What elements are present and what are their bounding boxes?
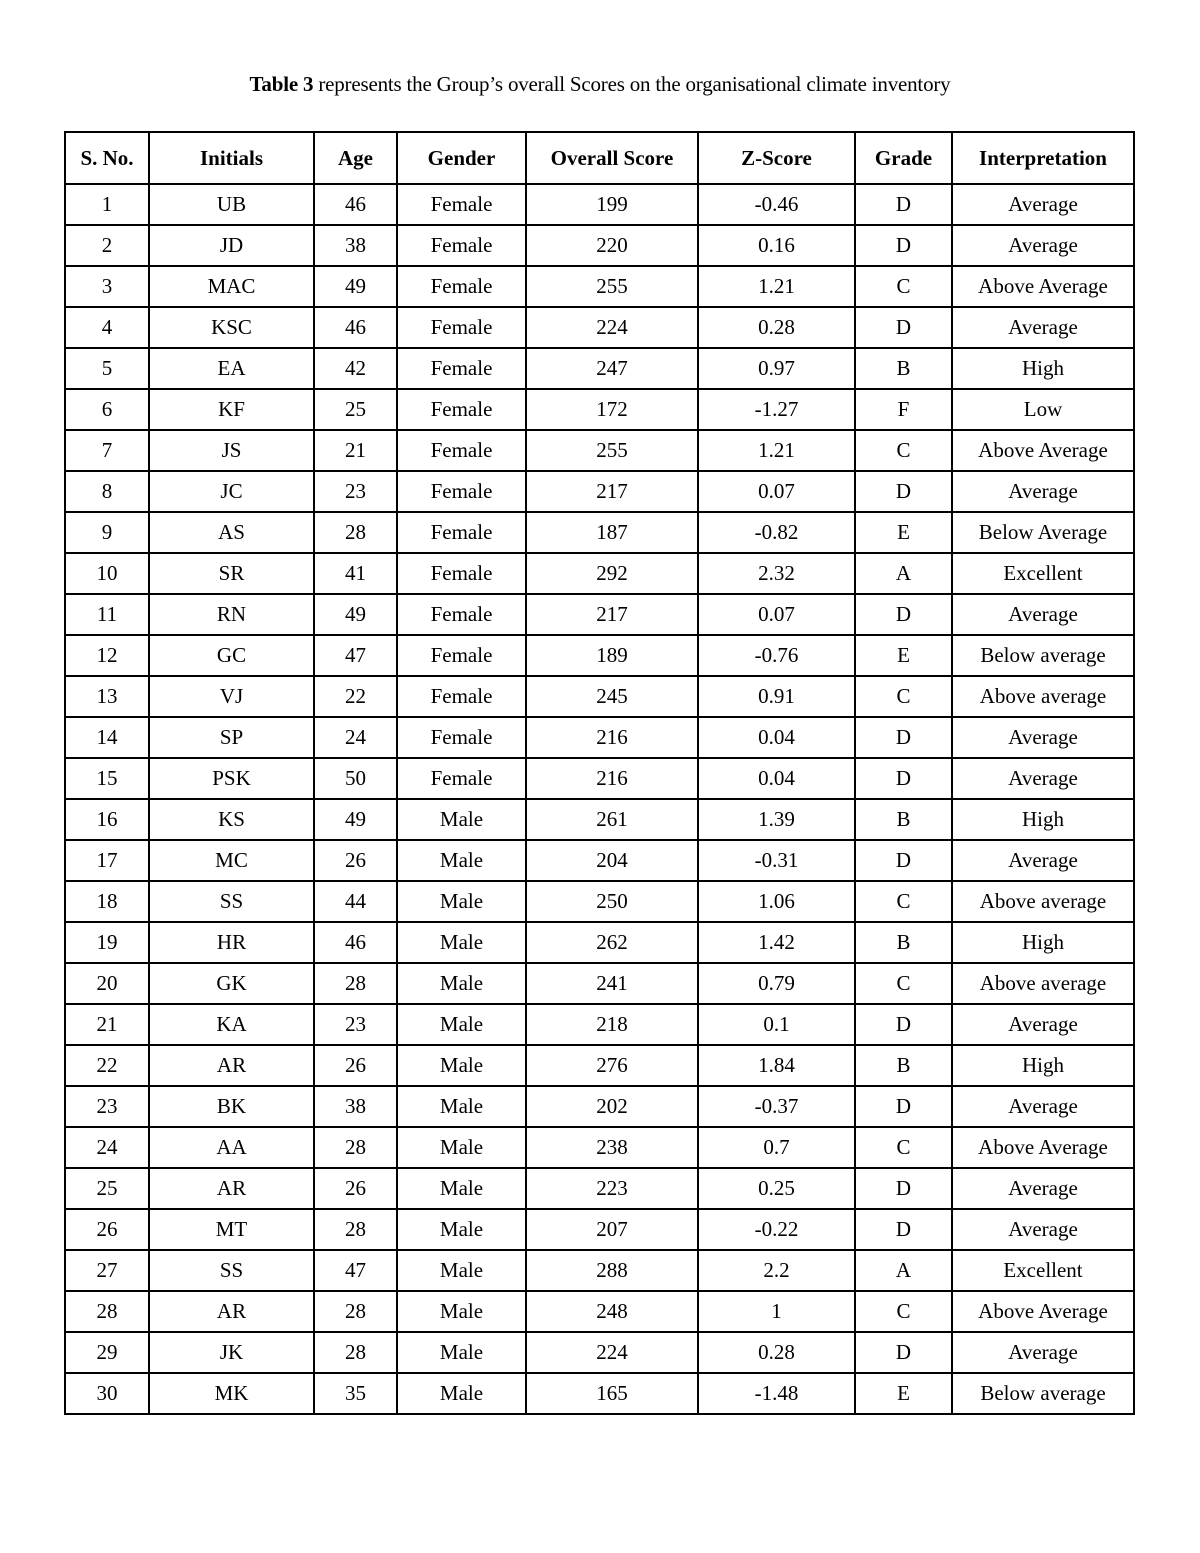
table-row — [65, 1004, 1134, 1045]
cell-gender: Female — [397, 512, 526, 553]
table-row — [65, 635, 1134, 676]
cell-sno: 10 — [65, 553, 149, 594]
table-header — [65, 132, 1134, 184]
cell-interpretation: Average — [952, 471, 1134, 512]
cell-overall-score: 199 — [526, 184, 698, 225]
cell-interpretation: Excellent — [952, 553, 1134, 594]
cell-initials: SS — [149, 881, 314, 922]
cell-grade: C — [855, 1291, 952, 1332]
cell-age: 28 — [314, 1127, 397, 1168]
table-row — [65, 471, 1134, 512]
cell-grade: C — [855, 1127, 952, 1168]
cell-overall-score: 172 — [526, 389, 698, 430]
cell-age: 49 — [314, 266, 397, 307]
cell-overall-score: 255 — [526, 430, 698, 471]
cell-age: 28 — [314, 963, 397, 1004]
cell-z-score: -0.76 — [698, 635, 855, 676]
cell-overall-score: 261 — [526, 799, 698, 840]
table-row — [65, 1373, 1134, 1414]
cell-age: 28 — [314, 1209, 397, 1250]
cell-initials: MAC — [149, 266, 314, 307]
header-grade: Grade — [855, 132, 952, 184]
cell-initials: AR — [149, 1045, 314, 1086]
cell-gender: Male — [397, 1086, 526, 1127]
cell-gender: Female — [397, 717, 526, 758]
cell-age: 35 — [314, 1373, 397, 1414]
table-row — [65, 758, 1134, 799]
cell-z-score: 0.07 — [698, 471, 855, 512]
cell-initials: KA — [149, 1004, 314, 1045]
cell-interpretation: High — [952, 922, 1134, 963]
cell-grade: E — [855, 512, 952, 553]
cell-gender: Male — [397, 881, 526, 922]
cell-overall-score: 216 — [526, 758, 698, 799]
cell-sno: 26 — [65, 1209, 149, 1250]
table-row — [65, 512, 1134, 553]
cell-initials: AA — [149, 1127, 314, 1168]
cell-overall-score: 247 — [526, 348, 698, 389]
cell-initials: GC — [149, 635, 314, 676]
cell-z-score: 0.07 — [698, 594, 855, 635]
table-row — [65, 430, 1134, 471]
cell-gender: Male — [397, 1291, 526, 1332]
cell-z-score: 0.1 — [698, 1004, 855, 1045]
cell-sno: 9 — [65, 512, 149, 553]
table-row — [65, 799, 1134, 840]
cell-gender: Male — [397, 1127, 526, 1168]
scores-table — [64, 131, 1135, 1415]
cell-interpretation: Average — [952, 1004, 1134, 1045]
cell-initials: JD — [149, 225, 314, 266]
cell-grade: D — [855, 471, 952, 512]
cell-grade: D — [855, 1086, 952, 1127]
header-gender: Gender — [397, 132, 526, 184]
cell-z-score: 0.16 — [698, 225, 855, 266]
cell-sno: 17 — [65, 840, 149, 881]
cell-z-score: -0.22 — [698, 1209, 855, 1250]
cell-sno: 14 — [65, 717, 149, 758]
cell-age: 28 — [314, 1291, 397, 1332]
table-row — [65, 389, 1134, 430]
cell-z-score: -1.27 — [698, 389, 855, 430]
cell-sno: 8 — [65, 471, 149, 512]
cell-gender: Male — [397, 1209, 526, 1250]
cell-sno: 6 — [65, 389, 149, 430]
header-row — [65, 132, 1134, 184]
cell-age: 22 — [314, 676, 397, 717]
cell-overall-score: 276 — [526, 1045, 698, 1086]
header-z-score: Z-Score — [698, 132, 855, 184]
cell-initials: JC — [149, 471, 314, 512]
header-sno: S. No. — [65, 132, 149, 184]
cell-age: 50 — [314, 758, 397, 799]
cell-grade: A — [855, 553, 952, 594]
cell-sno: 29 — [65, 1332, 149, 1373]
cell-sno: 1 — [65, 184, 149, 225]
cell-grade: D — [855, 1168, 952, 1209]
cell-sno: 18 — [65, 881, 149, 922]
cell-overall-score: 217 — [526, 471, 698, 512]
cell-grade: D — [855, 1209, 952, 1250]
cell-grade: E — [855, 635, 952, 676]
cell-gender: Male — [397, 922, 526, 963]
cell-interpretation: Excellent — [952, 1250, 1134, 1291]
cell-grade: C — [855, 676, 952, 717]
table-row — [65, 1127, 1134, 1168]
cell-z-score: 2.32 — [698, 553, 855, 594]
header-overall-score: Overall Score — [526, 132, 698, 184]
cell-initials: MT — [149, 1209, 314, 1250]
cell-interpretation: Above average — [952, 881, 1134, 922]
cell-interpretation: Above Average — [952, 430, 1134, 471]
table-row — [65, 840, 1134, 881]
cell-interpretation: Average — [952, 1086, 1134, 1127]
cell-gender: Female — [397, 430, 526, 471]
cell-overall-score: 255 — [526, 266, 698, 307]
cell-gender: Female — [397, 266, 526, 307]
cell-interpretation: High — [952, 1045, 1134, 1086]
cell-interpretation: Above Average — [952, 1127, 1134, 1168]
cell-initials: SR — [149, 553, 314, 594]
table-row — [65, 922, 1134, 963]
header-interpretation: Interpretation — [952, 132, 1134, 184]
cell-z-score: 1.39 — [698, 799, 855, 840]
cell-grade: B — [855, 348, 952, 389]
cell-interpretation: High — [952, 799, 1134, 840]
cell-grade: C — [855, 881, 952, 922]
cell-initials: GK — [149, 963, 314, 1004]
cell-interpretation: Average — [952, 840, 1134, 881]
cell-initials: AS — [149, 512, 314, 553]
cell-gender: Female — [397, 758, 526, 799]
cell-gender: Male — [397, 1045, 526, 1086]
cell-overall-score: 189 — [526, 635, 698, 676]
cell-initials: AR — [149, 1168, 314, 1209]
cell-grade: B — [855, 799, 952, 840]
cell-age: 42 — [314, 348, 397, 389]
cell-z-score: 0.04 — [698, 758, 855, 799]
cell-age: 26 — [314, 840, 397, 881]
table-row — [65, 553, 1134, 594]
cell-gender: Male — [397, 1373, 526, 1414]
cell-z-score: -0.46 — [698, 184, 855, 225]
table-row — [65, 881, 1134, 922]
table-row — [65, 348, 1134, 389]
cell-initials: VJ — [149, 676, 314, 717]
cell-overall-score: 216 — [526, 717, 698, 758]
cell-overall-score: 245 — [526, 676, 698, 717]
cell-age: 23 — [314, 471, 397, 512]
cell-grade: D — [855, 184, 952, 225]
cell-sno: 7 — [65, 430, 149, 471]
cell-gender: Female — [397, 553, 526, 594]
cell-initials: SS — [149, 1250, 314, 1291]
cell-overall-score: 248 — [526, 1291, 698, 1332]
cell-interpretation: Low — [952, 389, 1134, 430]
cell-z-score: -0.37 — [698, 1086, 855, 1127]
cell-overall-score: 288 — [526, 1250, 698, 1291]
cell-initials: KS — [149, 799, 314, 840]
cell-overall-score: 187 — [526, 512, 698, 553]
table-row — [65, 1045, 1134, 1086]
cell-overall-score: 292 — [526, 553, 698, 594]
cell-sno: 13 — [65, 676, 149, 717]
cell-gender: Female — [397, 307, 526, 348]
cell-z-score: 0.28 — [698, 307, 855, 348]
cell-z-score: 1 — [698, 1291, 855, 1332]
cell-age: 21 — [314, 430, 397, 471]
cell-grade: C — [855, 430, 952, 471]
table-row — [65, 1209, 1134, 1250]
cell-interpretation: Above average — [952, 963, 1134, 1004]
cell-overall-score: 250 — [526, 881, 698, 922]
cell-z-score: 0.28 — [698, 1332, 855, 1373]
cell-sno: 3 — [65, 266, 149, 307]
cell-age: 49 — [314, 799, 397, 840]
cell-grade: E — [855, 1373, 952, 1414]
cell-age: 26 — [314, 1168, 397, 1209]
cell-gender: Female — [397, 184, 526, 225]
table-row — [65, 717, 1134, 758]
cell-overall-score: 207 — [526, 1209, 698, 1250]
cell-sno: 11 — [65, 594, 149, 635]
cell-initials: KSC — [149, 307, 314, 348]
cell-interpretation: Average — [952, 758, 1134, 799]
cell-grade: D — [855, 840, 952, 881]
cell-age: 24 — [314, 717, 397, 758]
cell-z-score: -0.82 — [698, 512, 855, 553]
cell-gender: Female — [397, 594, 526, 635]
cell-sno: 30 — [65, 1373, 149, 1414]
cell-age: 46 — [314, 307, 397, 348]
cell-z-score: 0.97 — [698, 348, 855, 389]
cell-gender: Male — [397, 1250, 526, 1291]
cell-z-score: 0.25 — [698, 1168, 855, 1209]
cell-z-score: 0.79 — [698, 963, 855, 1004]
cell-age: 28 — [314, 512, 397, 553]
cell-interpretation: Average — [952, 307, 1134, 348]
cell-initials: HR — [149, 922, 314, 963]
cell-z-score: -0.31 — [698, 840, 855, 881]
cell-interpretation: Above Average — [952, 1291, 1134, 1332]
cell-sno: 12 — [65, 635, 149, 676]
cell-interpretation: Average — [952, 717, 1134, 758]
cell-overall-score: 165 — [526, 1373, 698, 1414]
table-row — [65, 676, 1134, 717]
cell-initials: AR — [149, 1291, 314, 1332]
table-row — [65, 1291, 1134, 1332]
cell-grade: B — [855, 1045, 952, 1086]
cell-z-score: 1.21 — [698, 430, 855, 471]
cell-sno: 5 — [65, 348, 149, 389]
cell-sno: 15 — [65, 758, 149, 799]
cell-z-score: 0.91 — [698, 676, 855, 717]
cell-sno: 20 — [65, 963, 149, 1004]
cell-z-score: 0.04 — [698, 717, 855, 758]
cell-grade: D — [855, 1004, 952, 1045]
cell-grade: D — [855, 225, 952, 266]
cell-grade: D — [855, 758, 952, 799]
cell-grade: B — [855, 922, 952, 963]
cell-age: 23 — [314, 1004, 397, 1045]
cell-grade: C — [855, 266, 952, 307]
table-row — [65, 225, 1134, 266]
cell-z-score: 2.2 — [698, 1250, 855, 1291]
cell-gender: Male — [397, 1168, 526, 1209]
cell-gender: Female — [397, 225, 526, 266]
cell-interpretation: Above average — [952, 676, 1134, 717]
table-row — [65, 307, 1134, 348]
cell-interpretation: Below average — [952, 635, 1134, 676]
cell-overall-score: 202 — [526, 1086, 698, 1127]
table-body — [65, 184, 1134, 1414]
cell-overall-score: 217 — [526, 594, 698, 635]
table-row — [65, 963, 1134, 1004]
cell-age: 26 — [314, 1045, 397, 1086]
cell-initials: RN — [149, 594, 314, 635]
cell-age: 46 — [314, 922, 397, 963]
cell-gender: Female — [397, 389, 526, 430]
table-caption — [0, 72, 1200, 97]
cell-initials: UB — [149, 184, 314, 225]
cell-grade: D — [855, 717, 952, 758]
cell-age: 28 — [314, 1332, 397, 1373]
cell-z-score: 1.84 — [698, 1045, 855, 1086]
cell-grade: A — [855, 1250, 952, 1291]
cell-grade: D — [855, 307, 952, 348]
cell-age: 38 — [314, 1086, 397, 1127]
cell-z-score: 1.21 — [698, 266, 855, 307]
cell-sno: 22 — [65, 1045, 149, 1086]
cell-initials: JS — [149, 430, 314, 471]
cell-age: 44 — [314, 881, 397, 922]
cell-overall-score: 204 — [526, 840, 698, 881]
table-row — [65, 1168, 1134, 1209]
cell-initials: EA — [149, 348, 314, 389]
cell-gender: Female — [397, 676, 526, 717]
cell-age: 41 — [314, 553, 397, 594]
cell-overall-score: 223 — [526, 1168, 698, 1209]
table-caption-label: Table 3 — [249, 72, 314, 96]
header-age: Age — [314, 132, 397, 184]
cell-sno: 2 — [65, 225, 149, 266]
cell-gender: Male — [397, 799, 526, 840]
cell-interpretation: Average — [952, 184, 1134, 225]
cell-overall-score: 224 — [526, 307, 698, 348]
cell-interpretation: Average — [952, 1168, 1134, 1209]
cell-sno: 23 — [65, 1086, 149, 1127]
cell-interpretation: Average — [952, 1332, 1134, 1373]
cell-overall-score: 241 — [526, 963, 698, 1004]
cell-sno: 24 — [65, 1127, 149, 1168]
cell-interpretation: Below Average — [952, 512, 1134, 553]
cell-gender: Male — [397, 963, 526, 1004]
table-row — [65, 1332, 1134, 1373]
cell-interpretation: Average — [952, 594, 1134, 635]
cell-z-score: -1.48 — [698, 1373, 855, 1414]
cell-gender: Male — [397, 840, 526, 881]
cell-overall-score: 220 — [526, 225, 698, 266]
cell-gender: Female — [397, 348, 526, 389]
table-row — [65, 1250, 1134, 1291]
cell-initials: PSK — [149, 758, 314, 799]
cell-gender: Male — [397, 1332, 526, 1373]
cell-gender: Male — [397, 1004, 526, 1045]
cell-sno: 25 — [65, 1168, 149, 1209]
cell-sno: 16 — [65, 799, 149, 840]
cell-initials: JK — [149, 1332, 314, 1373]
cell-age: 25 — [314, 389, 397, 430]
cell-initials: BK — [149, 1086, 314, 1127]
cell-grade: D — [855, 1332, 952, 1373]
table-row — [65, 1086, 1134, 1127]
cell-sno: 21 — [65, 1004, 149, 1045]
cell-overall-score: 224 — [526, 1332, 698, 1373]
cell-grade: F — [855, 389, 952, 430]
cell-initials: KF — [149, 389, 314, 430]
cell-interpretation: Average — [952, 225, 1134, 266]
table-row — [65, 266, 1134, 307]
cell-sno: 19 — [65, 922, 149, 963]
cell-initials: MK — [149, 1373, 314, 1414]
cell-sno: 27 — [65, 1250, 149, 1291]
cell-sno: 4 — [65, 307, 149, 348]
cell-initials: MC — [149, 840, 314, 881]
cell-interpretation: Below average — [952, 1373, 1134, 1414]
table-caption-text: represents the Group’s overall Scores on the organisational climate inventory — [313, 72, 951, 96]
cell-z-score: 1.42 — [698, 922, 855, 963]
header-initials: Initials — [149, 132, 314, 184]
cell-initials: SP — [149, 717, 314, 758]
cell-age: 38 — [314, 225, 397, 266]
cell-z-score: 1.06 — [698, 881, 855, 922]
table-row — [65, 184, 1134, 225]
cell-overall-score: 262 — [526, 922, 698, 963]
cell-overall-score: 238 — [526, 1127, 698, 1168]
cell-interpretation: Average — [952, 1209, 1134, 1250]
cell-age: 46 — [314, 184, 397, 225]
cell-gender: Female — [397, 471, 526, 512]
cell-age: 47 — [314, 635, 397, 676]
cell-age: 49 — [314, 594, 397, 635]
cell-interpretation: High — [952, 348, 1134, 389]
cell-age: 47 — [314, 1250, 397, 1291]
cell-overall-score: 218 — [526, 1004, 698, 1045]
cell-grade: C — [855, 963, 952, 1004]
cell-grade: D — [855, 594, 952, 635]
cell-z-score: 0.7 — [698, 1127, 855, 1168]
cell-interpretation: Above Average — [952, 266, 1134, 307]
cell-gender: Female — [397, 635, 526, 676]
table-row — [65, 594, 1134, 635]
cell-sno: 28 — [65, 1291, 149, 1332]
